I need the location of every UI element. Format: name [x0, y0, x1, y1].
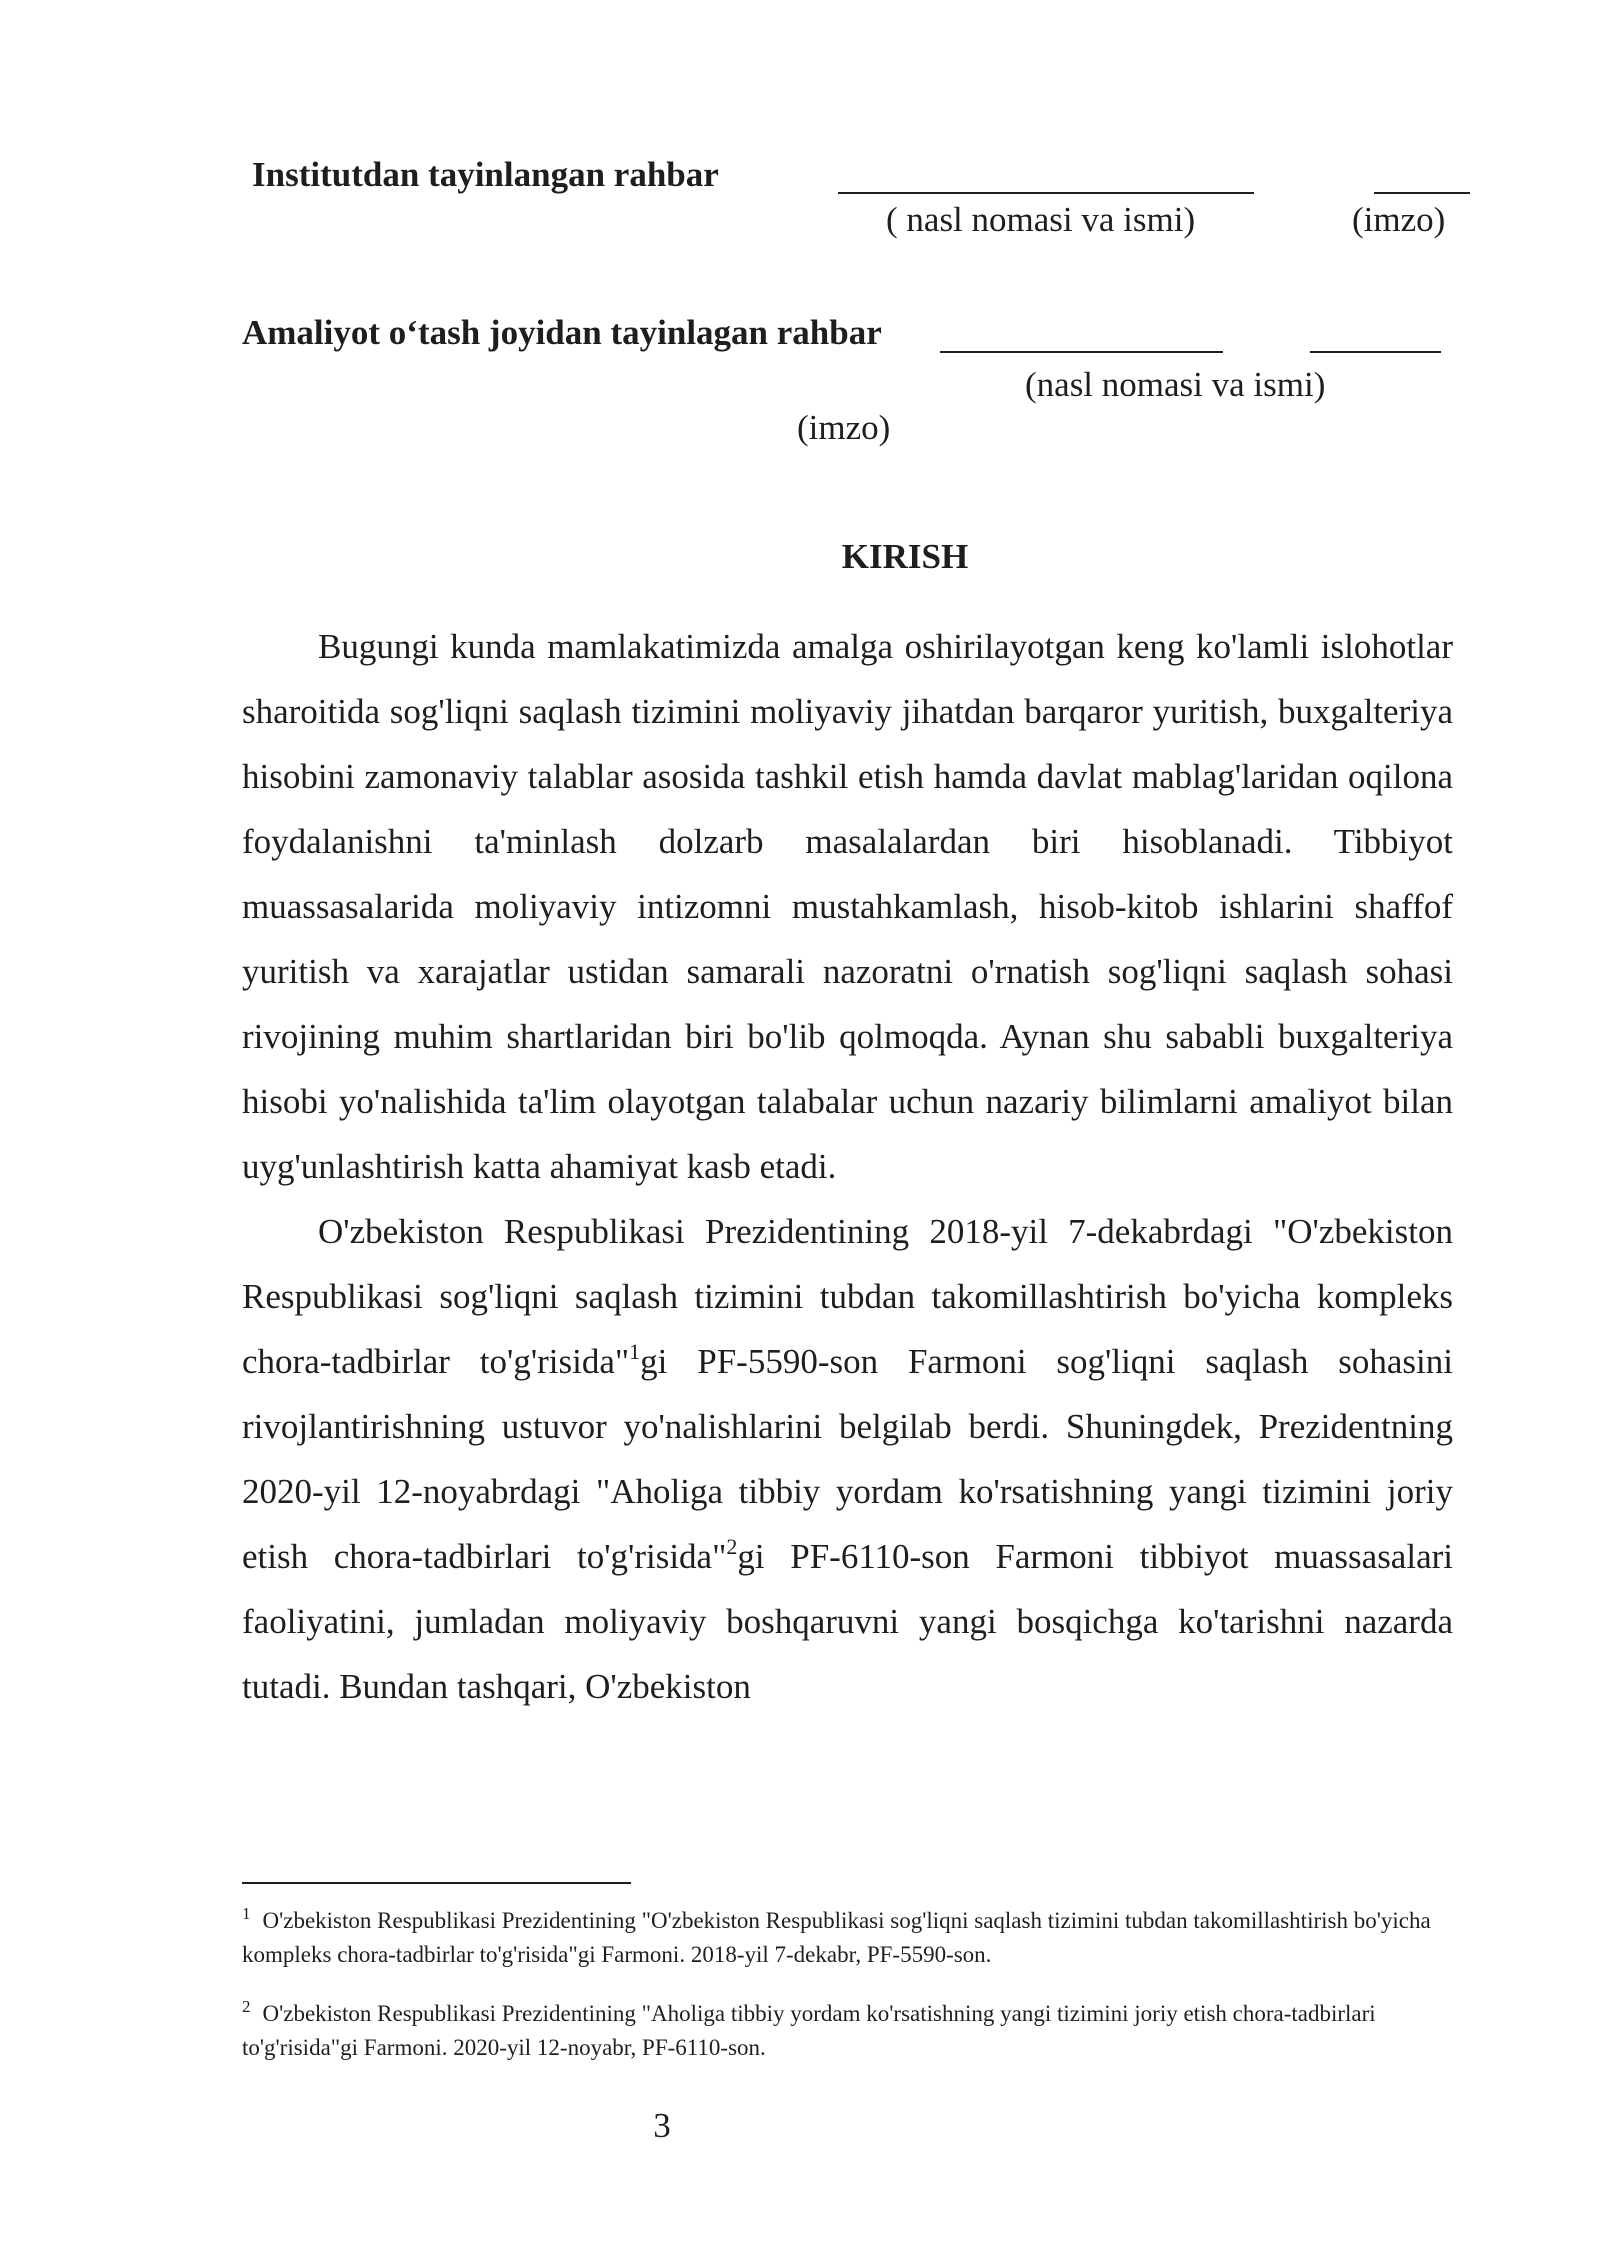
section-title: KIRISH: [841, 537, 969, 576]
institute-name-line: [838, 192, 1254, 194]
paragraph-2-part-3: gi PF-6110-son Farmoni tibbiyot muassasalari faoliyatini, jumladan moliyaviy boshqaruvni yangi bosqichga ko'tarishni nazarda tutadi. Bundan tashqari, O'zbekiston: [242, 1537, 1453, 1706]
footnote-ref-2[interactable]: 2: [726, 1534, 738, 1559]
paragraph-1: Bugungi kunda mamlakatimizda amalga oshirilayotgan keng ko'lamli islohotlar sharoitida sog'liqni saqlash tizimini moliyaviy jihatdan barqaror yuritish, buxgalteriya hisobini zamonaviy talablar asosida tashkil etish hamda davlat mablag'laridan oqilona foydalanishni ta'minlash dolzarb masalalardan biri hisoblanadi. Tibbiyot muassasalarida moliyaviy intizomni mustahkamlash, hisob-kitob ishlarini shaffof yuritish va xarajatlar ustidan samarali nazoratni o'rnatish sog'liqni saqlash sohasi rivojining muhim shartlaridan biri bo'lib qolmoqda. Aynan shu sababli buxgalteriya hisobi yo'nalishida ta'lim olayotgan talabalar uchun nazariy bilimlarni amaliyot bilan uyg'unlashtirish katta ahamiyat kasb etadi.: [242, 627, 1453, 1186]
footnote-2: [242, 1997, 1453, 2065]
workplace-name-caption: (nasl nomasi va ismi): [1025, 365, 1326, 404]
workplace-name-line: [940, 351, 1223, 353]
footnote-text: O'zbekiston Respublikasi Prezidentining "Aholiga tibbiy yordam ko'rsatishning yangi tizimini joriy etish chora-tadbirlari to'g'risida"gi Farmoni. 2020-yil 12-noyabr, PF-6110-son.: [242, 2001, 1376, 2060]
institute-name-caption: ( nasl nomasi va ismi): [886, 200, 1196, 239]
workplace-supervisor-label: Amaliyot o‘tash joyidan tayinlagan rahbar: [242, 313, 882, 352]
workplace-signature-line: [1310, 351, 1441, 353]
footnote-ref-1[interactable]: 1: [629, 1339, 641, 1364]
paragraph-2-part-2: gi PF-5590-son Farmoni sog'liqni saqlash sohasini rivojlantirishning ustuvor yo'nalishlarini belgilab berdi. Shuningdek, Prezidentning 2020-yil 12-noyabrdagi "Aholiga tibbiy yordam ko'rsatishning yangi tizimini joriy etish chora-tadbirlari to'g'risida": [242, 1342, 1453, 1576]
institute-signature-line: [1374, 192, 1470, 194]
page-number: 3: [653, 2106, 671, 2145]
institute-signature-caption: (imzo): [1352, 200, 1446, 239]
footnote-text: O'zbekiston Respublikasi Prezidentining "O'zbekiston Respublikasi sog'liqni saqlash tizimini tubdan takomillashtirish bo'yicha kompleks chora-tadbirlar to'g'risida"gi Farmoni. 2018-yil 7-dekabr, PF-5590-son.: [242, 1908, 1431, 1967]
footnote-1: [242, 1904, 1453, 1972]
footnote-number: 1: [242, 1904, 251, 1923]
paragraph-2-part-1: O'zbekiston Respublikasi Prezidentining 2018-yil 7-dekabrdagi "O'zbekiston Respublikasi sog'liqni saqlash tizimini tubdan takomillashtirish bo'yicha kompleks chora-tadbirlar to'g'risida": [242, 1212, 1453, 1381]
footnote-separator: [242, 1882, 631, 1884]
section-body: [242, 614, 1453, 1719]
institute-supervisor-label: Institutdan tayinlangan rahbar: [252, 155, 719, 194]
workplace-signature-caption: (imzo): [797, 408, 891, 447]
paragraph-2: [242, 1199, 1453, 1719]
footnote-number: 2: [242, 1997, 251, 2016]
